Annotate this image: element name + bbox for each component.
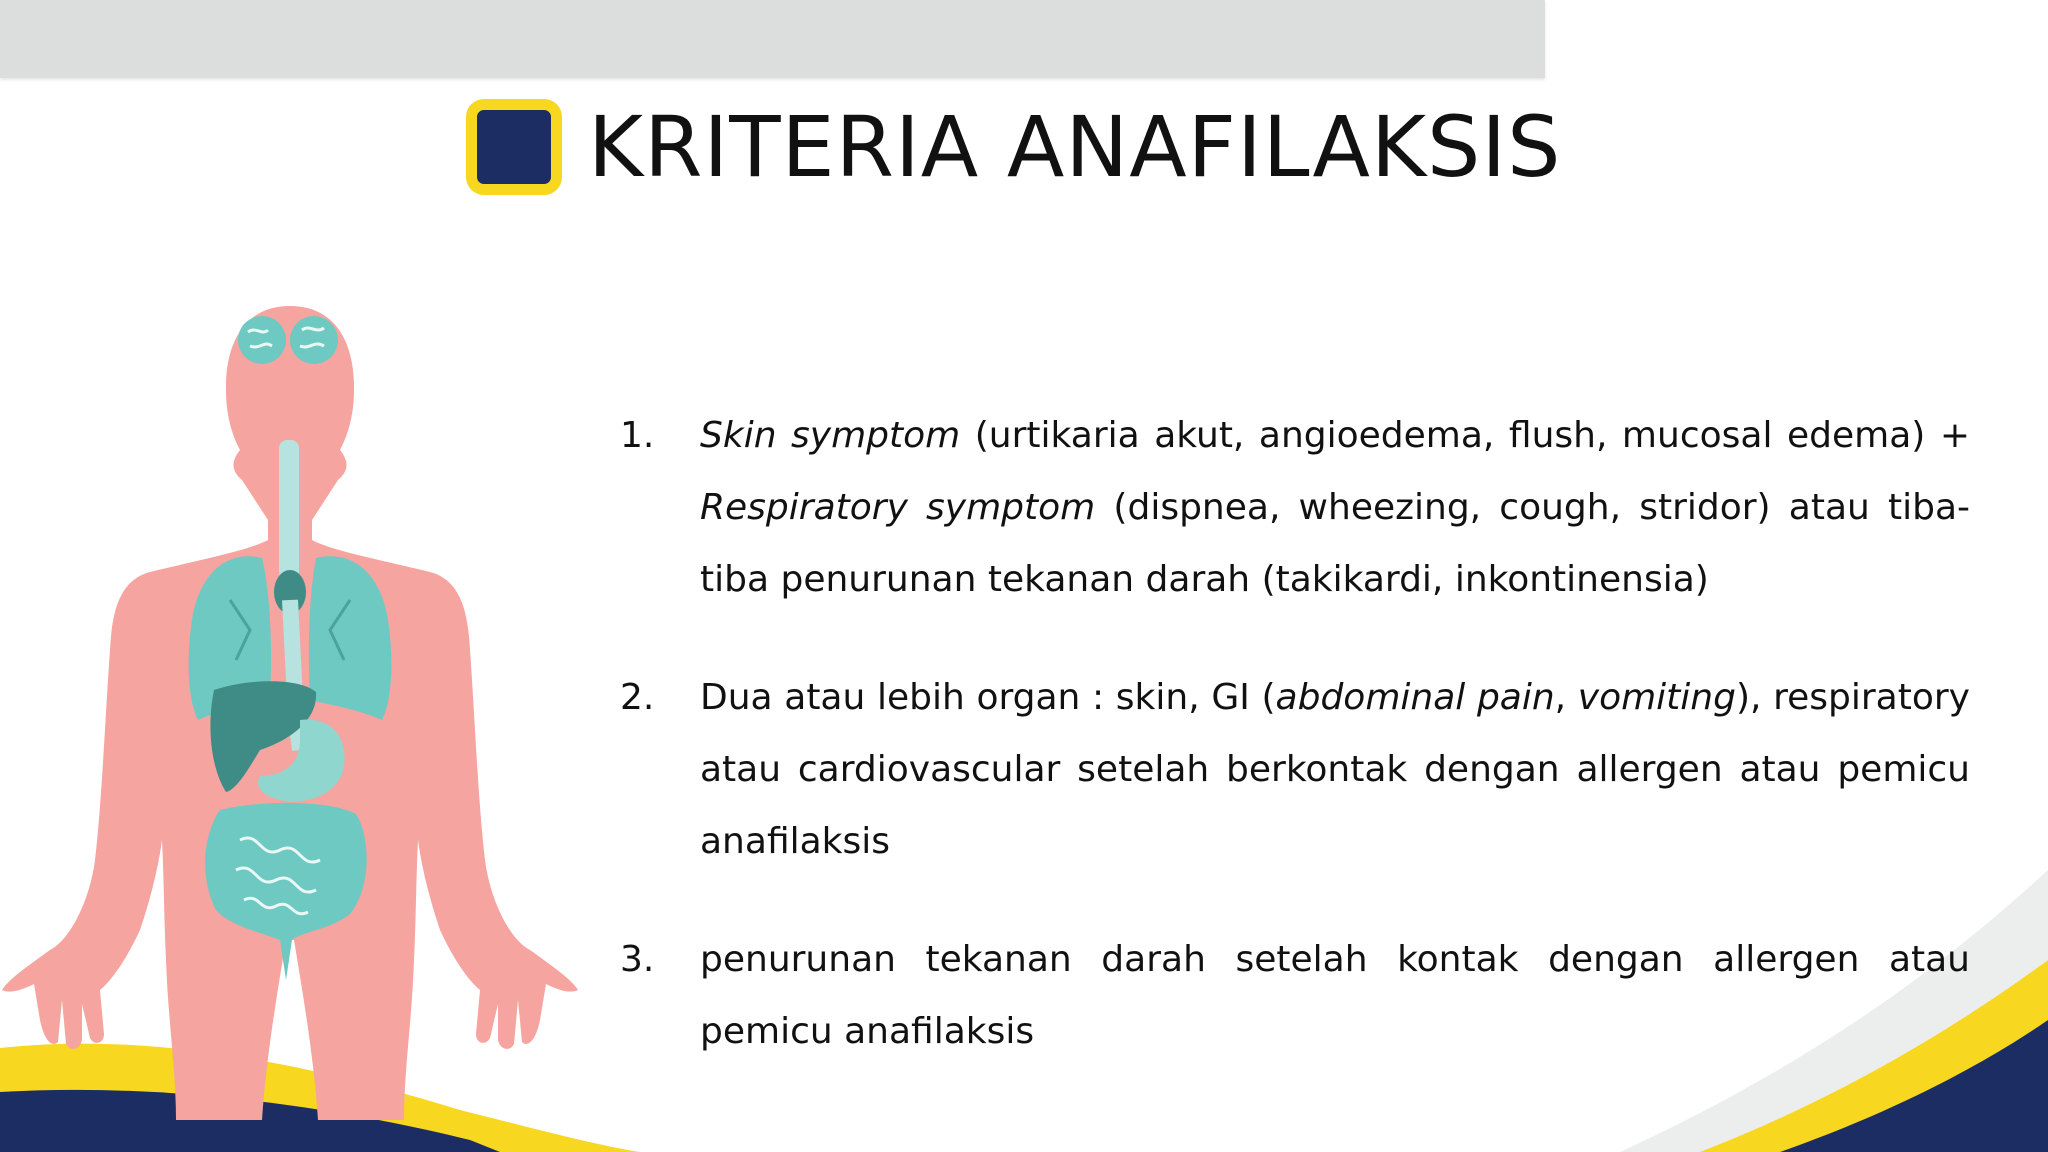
text-italic: Respiratory symptom <box>700 487 1096 528</box>
item-number: 3. <box>620 939 655 980</box>
item-number: 1. <box>620 415 655 456</box>
text-italic: Skin symptom <box>700 415 961 456</box>
item-text <box>700 662 1970 878</box>
list-item <box>620 924 1970 1068</box>
text-span: , <box>1554 677 1578 718</box>
square-bullet-icon <box>466 99 562 195</box>
item-text <box>700 924 1970 1068</box>
text-italic: vomiting <box>1577 677 1736 718</box>
text-span: ), respiratory atau cardiovascular setelah berkontak dengan allergen atau pemicu anafilaksis <box>700 677 1970 862</box>
list-item <box>620 662 1970 878</box>
human-body-organs-illustration <box>0 300 600 1120</box>
title-text: KRITERIA ANAFILAKSIS <box>588 98 1562 196</box>
text-span: Dua atau lebih organ : skin, GI ( <box>700 677 1276 718</box>
text-span: (urtikaria akut, angioedema, flush, mucosal edema) + <box>960 415 1970 456</box>
brain-left <box>238 316 286 364</box>
brain-right <box>290 316 338 364</box>
item-text <box>700 400 1970 616</box>
trachea <box>279 440 299 580</box>
text-italic: abdominal pain <box>1275 677 1555 718</box>
text-span: (dispnea, wheezing, cough, stridor) atau tiba-tiba penurunan tekanan darah (takikardi, inkontinensia) <box>700 487 1971 600</box>
criteria-list <box>620 400 1970 1114</box>
slide-title <box>466 92 1561 202</box>
item-number: 2. <box>620 677 655 718</box>
list-item <box>620 400 1970 616</box>
text-span: penurunan tekanan darah setelah kontak dengan allergen atau pemicu anafilaksis <box>700 939 1970 1052</box>
